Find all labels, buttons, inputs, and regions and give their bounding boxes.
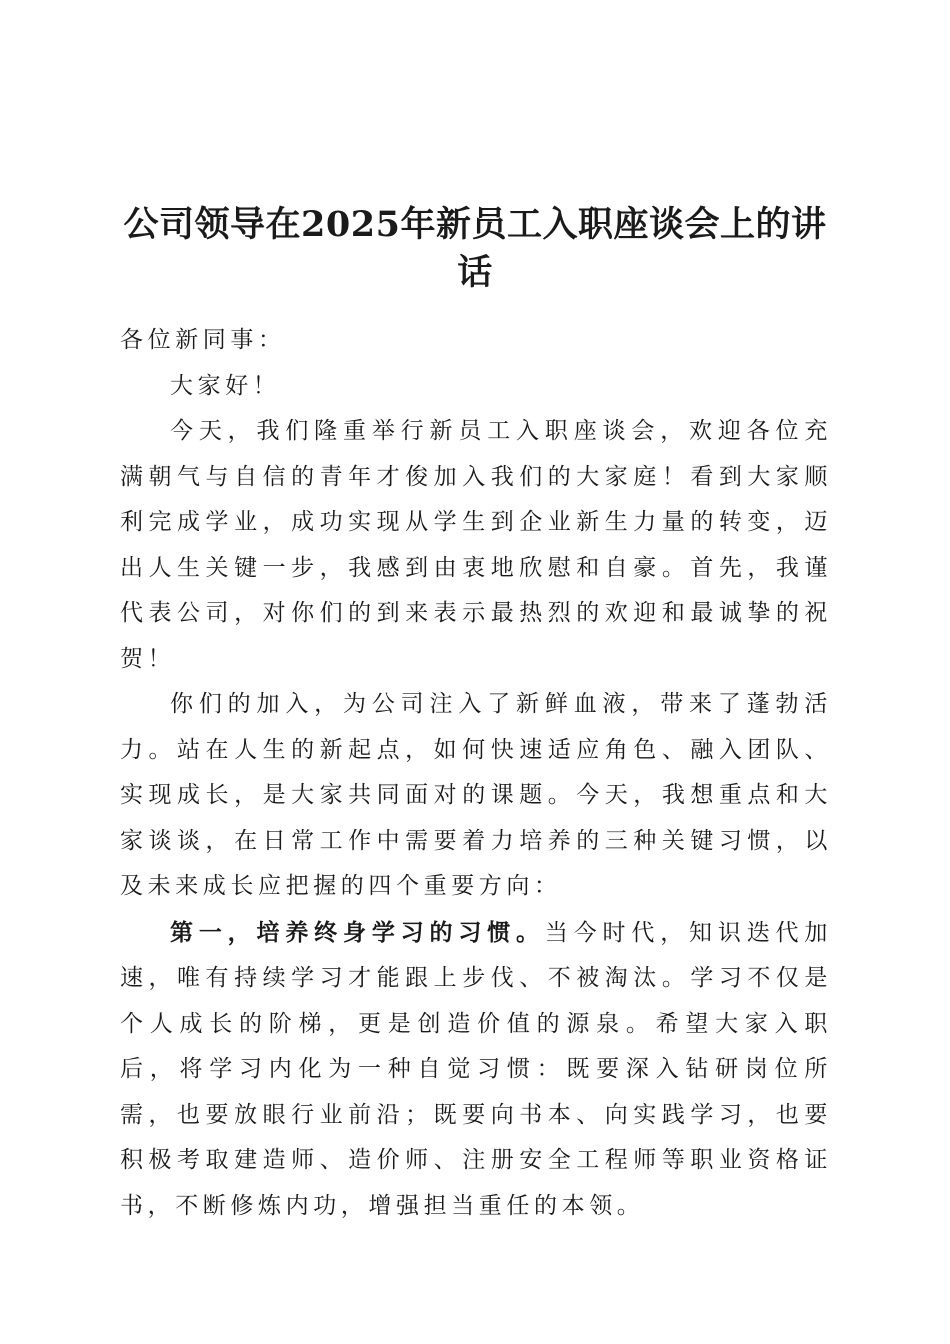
paragraph-welcome: 今天，我们隆重举行新员工入职座谈会，欢迎各位充满朝气与自信的青年才俊加入我们的大家庭！看到大家顺利完成学业，成功实现从学生到企业新生力量的转变，迈出人生关键一步，我感到由衷地欣慰和自豪。首先，我谨代表公司，对你们的到来表示最热烈的欢迎和最诚挚的祝贺！ <box>120 418 832 672</box>
salutation: 各位新同事： <box>120 327 286 353</box>
paragraph-introduction: 你们的加入，为公司注入了新鲜血液，带来了蓬勃活力。站在人生的新起点，如何快速适应角色、融入团队、实现成长，是大家共同面对的课题。今天，我想重点和大家谈谈，在日常工作中需要着力培养的三种关键习惯，以及未来成长应把握的四个重要方向： <box>120 691 832 899</box>
paragraph-section-one <box>120 910 832 1230</box>
section-one-heading: 第一，培养终身学习的习惯。 <box>170 918 545 946</box>
document-body <box>120 318 832 1229</box>
section-one-text: 当今时代，知识迭代加速，唯有持续学习才能跟上步伐、不被淘汰。学习不仅是个人成长的阶梯，更是创造价值的源泉。希望大家入职后，将学习内化为一种自觉习惯：既要深入钻研岗位所需，也要放眼行业前沿；既要向书本、向实践学习，也要积极考取建造师、造价师、注册安全工程师等职业资格证书，不断修炼内功，增强担当重任的本领。 <box>120 919 832 1219</box>
greeting: 大家好！ <box>170 372 281 399</box>
document-title: 公司领导在2025年新员工入职座谈会上的讲话 <box>123 204 827 294</box>
